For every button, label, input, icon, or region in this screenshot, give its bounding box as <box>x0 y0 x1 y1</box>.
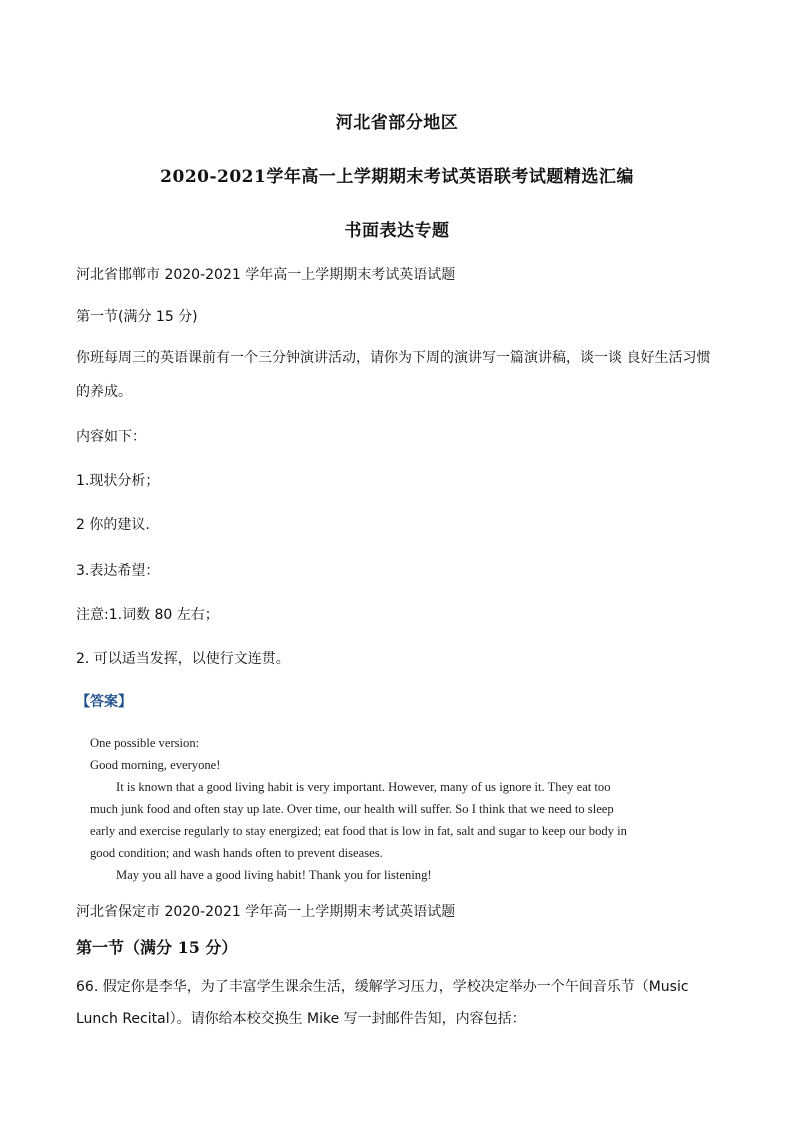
q2-prompt-line2: Lunch Recital）。请你给本校交换生 Mike 写一封邮件告知，内容包括： <box>76 1011 526 1027</box>
q1-content-label: 内容如下： <box>76 429 146 445</box>
essay-line: good condition; and wash hands often to prevent diseases. <box>90 846 383 860</box>
q1-item1: 1.现状分析； <box>76 473 160 489</box>
q1-item3: 3.表达希望： <box>76 563 160 579</box>
q2-prompt-line1: 66. 假定你是李华，为了丰富学生课余生活，缓解学习压力，学校决定举办一个午间音乐节（Music <box>76 979 689 995</box>
essay-line: Good morning, everyone! <box>90 758 221 772</box>
essay-line: One possible version: <box>90 736 200 750</box>
q2-section-heading: 第一节（满分 15 分） <box>76 938 238 957</box>
q1-prompt-line2: 的养成。 <box>76 384 132 400</box>
q1-item2: 2 你的建议. <box>76 517 150 533</box>
doc-title-region: 河北省部分地区 <box>335 113 459 133</box>
doc-title-main: 2020-2021学年高一上学期期末考试英语联考试题精选汇编 <box>160 167 634 187</box>
q1-prompt-line1: 你班每周三的英语课前有一个三分钟演讲活动，请你为下周的演讲写一篇演讲稿，谈一谈 良好生活习惯 <box>76 350 711 366</box>
essay-line: It is known that a good living habit is very important. However, many of us ignore it. They eat too <box>116 780 611 794</box>
q1-note1: 注意:1.词数 80 左右； <box>76 607 219 623</box>
essay-line: May you all have a good living habit! Thank you for listening! <box>116 868 432 882</box>
essay-line: much junk food and often stay up late. Over time, our health will suffer. So I think that we need to sleep <box>90 802 614 816</box>
doc-title-topic: 书面表达专题 <box>344 221 450 241</box>
q1-section-heading: 第一节(满分 15 分) <box>76 309 198 325</box>
answer-label: 【答案】 <box>76 694 132 710</box>
q1-note2: 2. 可以适当发挥，以使行文连贯。 <box>76 651 290 667</box>
q2-source: 河北省保定市 2020-2021 学年高一上学期期末考试英语试题 <box>76 904 456 920</box>
q1-source: 河北省邯郸市 2020-2021 学年高一上学期期末考试英语试题 <box>76 267 456 283</box>
essay-line: early and exercise regularly to stay energized; eat food that is low in fat, salt and sugar to keep our body in <box>90 824 627 838</box>
